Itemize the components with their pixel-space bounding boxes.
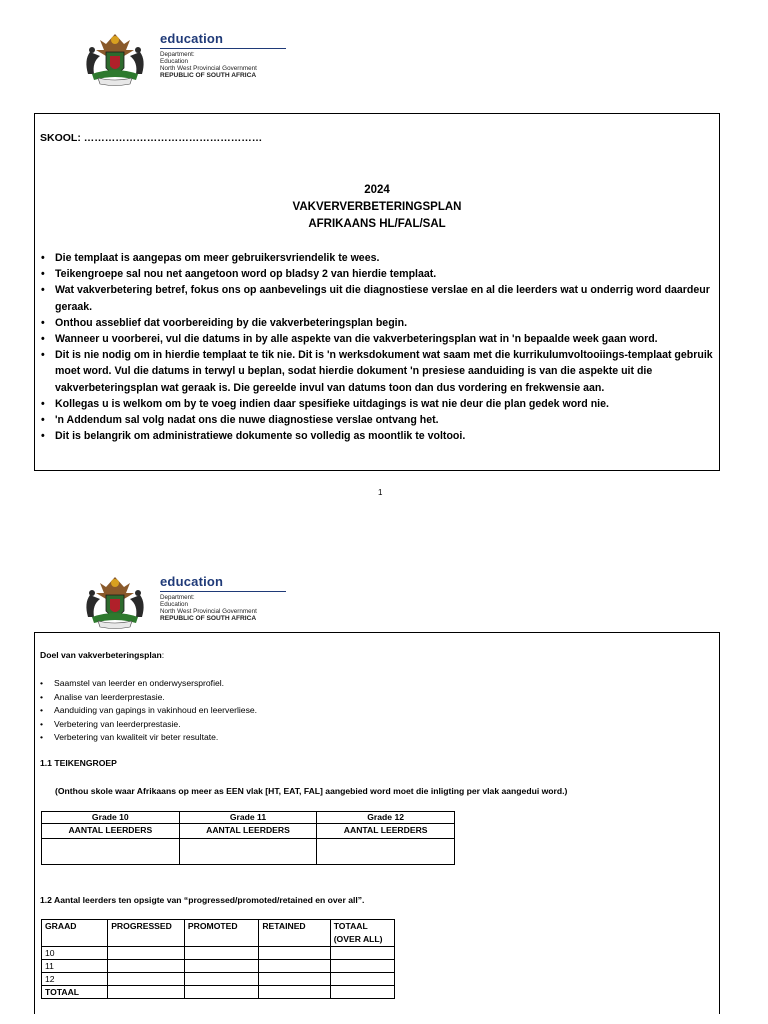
brand-divider (160, 591, 286, 592)
grade-cell: 11 (42, 960, 108, 973)
list-item: • Dit is belangrik om administratiewe dokumente so volledig as moontlik te voltooi. (39, 428, 713, 444)
brand-title: education (160, 574, 224, 589)
plan-title: VAKVERVERBETERINGSPLAN (292, 201, 462, 213)
list-item: • Aanduiding van gapings in vakinhoud en leerverliese. (40, 704, 257, 718)
table-header-cell: AANTAL LEERDERS (42, 824, 180, 839)
table-cell-empty[interactable] (259, 947, 330, 960)
list-item: • Wanneer u voorberei, vul die datums in by alle aspekte van die vakverbeteringsplan wat in 'n bepaalde week gaan word. (39, 331, 713, 347)
plan-subtitle: AFRIKAANS HL/FAL/SAL (308, 218, 446, 230)
brand-line-government: North West Provincial Government (160, 608, 257, 615)
brand-line-education: Education (160, 601, 189, 608)
header-logo-page2 (76, 573, 296, 629)
list-item: • Kollegas u is welkom om by te voeg indien daar spesifieke uitdagings is wat nie deur die plan gedek word nie. (39, 396, 713, 412)
table-header-cell: Grade 12 (317, 812, 455, 824)
coat-of-arms-icon (76, 573, 154, 629)
brand-line-department: Department: (160, 594, 195, 601)
table-header-cell: Grade 10 (42, 812, 180, 824)
brand-line-education: Education (160, 58, 189, 65)
table-header-cell: GRAAD (42, 920, 108, 947)
doel-list (40, 677, 257, 745)
target-group-table (41, 811, 455, 865)
brand-block (160, 32, 290, 79)
table-header-cell: TOTAAL (OVER ALL) (330, 920, 394, 947)
list-item: • Verbetering van leerderprestasie. (40, 718, 257, 732)
page1-content-box (34, 113, 720, 471)
section-heading-1-1: 1.1 TEIKENGROEP (40, 758, 117, 768)
table-cell-empty[interactable] (330, 986, 394, 999)
table-cell-empty[interactable] (184, 960, 258, 973)
table-header-cell: Grade 11 (179, 812, 317, 824)
table-cell-empty[interactable] (184, 986, 258, 999)
table-cell-empty[interactable] (108, 960, 185, 973)
table-cell-empty[interactable] (330, 973, 394, 986)
onthou-note: (Onthou skole waar Afrikaans op meer as EEN vlak [HT, EAT, FAL] aangebied word moet die inligting per vlak aangedui word.) (55, 786, 568, 796)
school-label: SKOOL: …………………………………………… (40, 132, 263, 144)
year-heading: 2024 (364, 184, 390, 196)
list-item: • Wat vakverbetering betref, fokus ons op aanbevelings uit die diagnostiese verslae en al die leerders wat u onderrig word daardeur geraak. (39, 282, 713, 314)
table-row (42, 973, 395, 986)
table-cell-empty[interactable] (108, 986, 185, 999)
coat-of-arms-icon (76, 30, 154, 86)
list-item: • Die templaat is aangepas om meer gebruikersvriendelik te wees. (39, 250, 713, 266)
instructions-list (39, 250, 713, 444)
table-cell-empty[interactable] (317, 839, 455, 865)
brand-title: education (160, 31, 224, 46)
table-cell-empty[interactable] (259, 986, 330, 999)
table-cell-empty[interactable] (330, 947, 394, 960)
total-label-cell: TOTAAL (42, 986, 108, 999)
brand-line-republic: REPUBLIC OF SOUTH AFRICA (160, 615, 257, 622)
table-header-cell: AANTAL LEERDERS (317, 824, 455, 839)
learner-status-table (41, 919, 395, 999)
table-cell-empty[interactable] (179, 839, 317, 865)
list-item: • Analise van leerderprestasie. (40, 691, 257, 705)
page-number: 1 (378, 488, 383, 497)
table-header-cell: PROMOTED (184, 920, 258, 947)
table-header-cell: RETAINED (259, 920, 330, 947)
grade-cell: 12 (42, 973, 108, 986)
section-heading-1-2: 1.2 Aantal leerders ten opsigte van “progressed/promoted/retained en over all”. (40, 895, 365, 905)
header-logo-page1 (76, 30, 296, 86)
brand-line-government: North West Provincial Government (160, 65, 257, 72)
table-row (42, 947, 395, 960)
table-cell-empty[interactable] (184, 973, 258, 986)
page1-titles (35, 182, 719, 233)
list-item: • 'n Addendum sal volg nadat ons die nuwe diagnostiese verslae ontvang het. (39, 412, 713, 428)
list-item: • Dit is nie nodig om in hierdie templaat te tik nie. Dit is 'n werksdokument wat saam met die kurrikulumvoltooiings-templaat gebruik moet word. Vul die datums in terwyl u beplan, sodat hierdie dokument 'n presiese aanduiding is van die aspekte uit die vakverbeteringsplan wat geraak is. Die gereelde invul van datums toon dan dus vordering en frekwensie aan. (39, 347, 713, 396)
list-item: • Onthou asseblief dat voorbereiding by die vakverbeteringsplan begin. (39, 315, 713, 331)
table-cell-empty[interactable] (42, 839, 180, 865)
table-cell-empty[interactable] (108, 973, 185, 986)
doel-colon: : (161, 650, 165, 660)
brand-block (160, 575, 290, 622)
table-row (42, 960, 395, 973)
table-cell-empty[interactable] (259, 960, 330, 973)
table-header-cell: AANTAL LEERDERS (179, 824, 317, 839)
table-row (42, 986, 395, 999)
table-cell-empty[interactable] (184, 947, 258, 960)
brand-line-department: Department: (160, 51, 195, 58)
list-item: • Verbetering van kwaliteit vir beter resultate. (40, 731, 257, 745)
page2-content-box (34, 632, 720, 1014)
grade-cell: 10 (42, 947, 108, 960)
table-cell-empty[interactable] (259, 973, 330, 986)
list-item: • Saamstel van leerder en onderwysersprofiel. (40, 677, 257, 691)
brand-line-republic: REPUBLIC OF SOUTH AFRICA (160, 72, 257, 79)
doel-label: Doel van vakverbeteringsplan (40, 650, 162, 660)
table-cell-empty[interactable] (330, 960, 394, 973)
doel-heading (40, 650, 164, 660)
list-item: • Teikengroepe sal nou net aangetoon word op bladsy 2 van hierdie templaat. (39, 266, 713, 282)
brand-divider (160, 48, 286, 49)
table-cell-empty[interactable] (108, 947, 185, 960)
table-header-cell: PROGRESSED (108, 920, 185, 947)
